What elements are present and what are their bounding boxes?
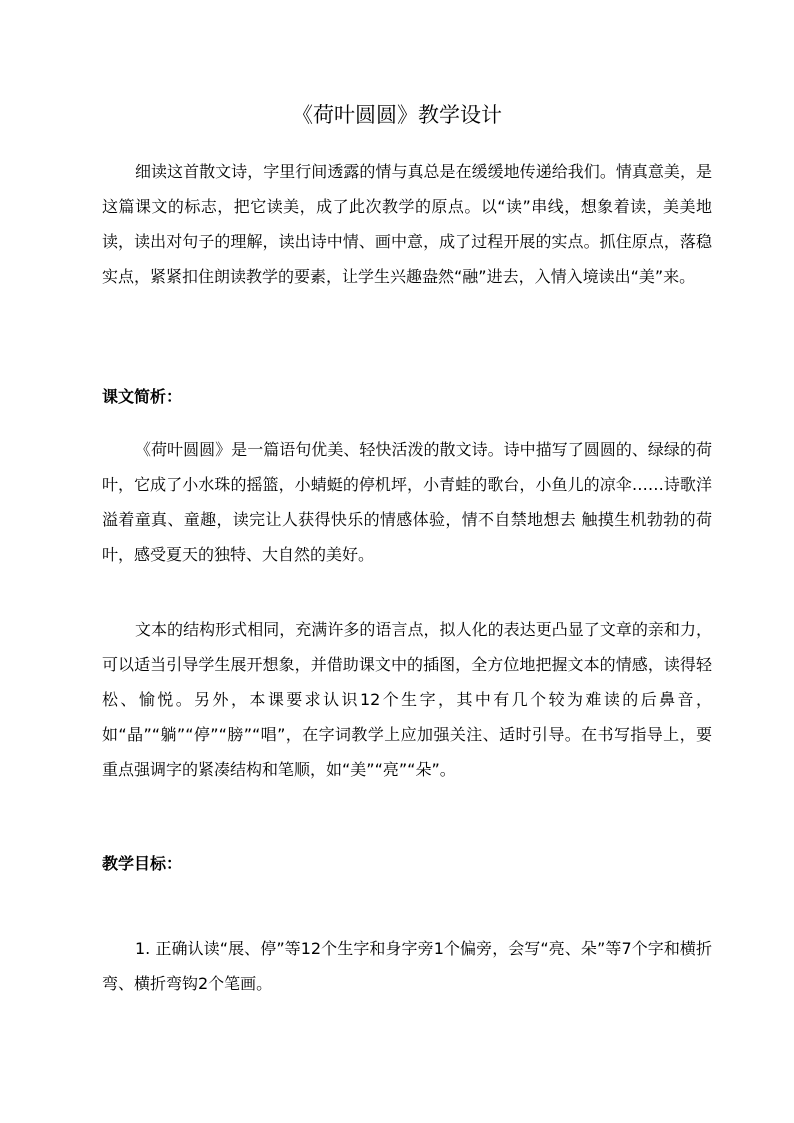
intro-paragraph: 细读这首散文诗，字里行间透露的情与真总是在缓缓地传递给我们。情真意美，是这篇课文的标志，把它读美，成了此次教学的原点。以“读”串线，想象着读，美美地读，读出对句子的理解，读出诗中情、画中意，成了过程开展的实点。抓住原点，落稳实点，紧紧扣住朗读教学的要素，让学生兴趣盎然“融”进去，入情入境读出“美”来。 [102,162,712,286]
text-analysis-paragraph-1: 《荷叶圆圆》是一篇语句优美、轻快活泼的散文诗。诗中描写了圆圆的、绿绿的荷叶，它成了小水珠的摇篮，小蜻蜓的停机坪，小青蛙的歌台，小鱼儿的凉伞……诗歌洋溢着童真、童趣，读完让人获得快乐的情感体验，情不自禁地想去 触摸生机勃勃的荷叶，感受夏天的独特、大自然的美好。 [102,440,712,564]
text-analysis-paragraph-2: 文本的结构形式相同，充满许多的语言点，拟人化的表达更凸显了文章的亲和力，可以适当引导学生展开想象，并借助课文中的插图，全方位地把握文本的情感，读得轻松、愉悦。另外，本课要求认识12个生字，其中有几个较为难读的后鼻音，如“晶”“躺”“停”“膀”“唱”，在字词教学上应加强关注、适时引导。在书写指导上，要重点强调字的紧凑结构和笔顺，如“美”“亮”“朵”。 [102,620,712,779]
document-title: 《荷叶圆圆》教学设计 [292,103,502,127]
section-heading-teaching-goals: 教学目标： [102,854,183,873]
section-heading-text-analysis: 课文简析： [102,387,183,406]
teaching-goal-item-1: 1. 正确认读“展、停”等12个生字和身字旁1个偏旁，会写“亮、朵”等7个字和横折弯、横折弯钩2个笔画。 [102,939,712,993]
